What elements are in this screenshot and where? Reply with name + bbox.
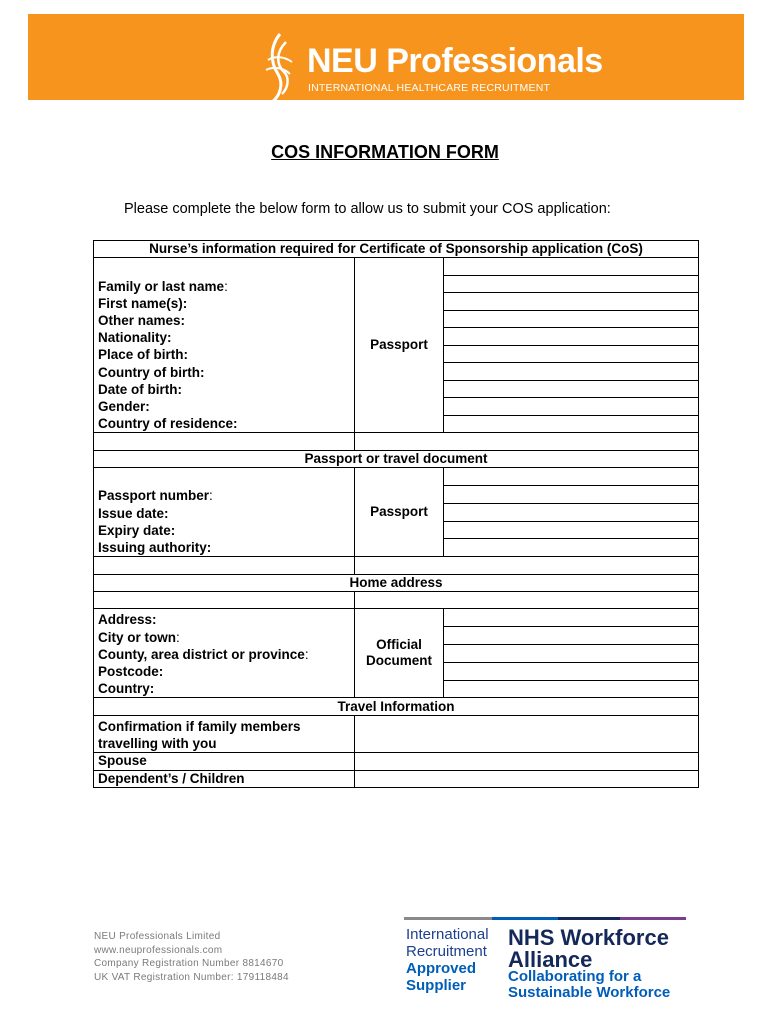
input-address[interactable]: [444, 609, 699, 627]
passport-document-cell: Passport: [355, 468, 444, 557]
logo-bar-purple: [620, 917, 686, 920]
input-family-confirmation[interactable]: [355, 715, 699, 752]
input-country-of-birth[interactable]: [444, 363, 699, 381]
footer-registration: Company Registration Number 8814670: [94, 958, 284, 969]
brand-name: NEU Professionals: [307, 42, 603, 80]
section-heading-passport: Passport or travel document: [94, 450, 699, 467]
input-city[interactable]: [444, 627, 699, 645]
workforce-alliance-subtitle: [508, 969, 670, 1001]
passport-labels: Passport number: Issue date: Expiry date: Issuing authority:: [94, 468, 355, 557]
label-spouse: Spouse: [94, 753, 355, 770]
input-gender[interactable]: [444, 398, 699, 416]
input-dependents[interactable]: [355, 770, 699, 787]
input-other-names[interactable]: [444, 310, 699, 328]
intro-text: Please complete the below form to allow us to submit your COS application:: [124, 201, 611, 217]
label-country-of-birth: Country of birth:: [98, 364, 205, 380]
logo-sub-2: Sustainable Workforce: [508, 984, 671, 1001]
logo-bar-grey: [404, 917, 492, 920]
logo-line-2: Recruitment: [406, 943, 487, 960]
header-banner: [28, 14, 744, 100]
input-country-of-residence[interactable]: [444, 415, 699, 433]
label-postcode: Postcode:: [98, 664, 164, 679]
input-place-of-birth[interactable]: [444, 345, 699, 363]
label-first-names: First name(s):: [98, 295, 188, 311]
cos-form-table: [93, 240, 699, 788]
neu-logo-icon: [262, 32, 296, 104]
label-country: Country:: [98, 681, 155, 697]
label-family-confirmation: Confirmation if family members: [98, 718, 301, 734]
personal-labels: Family or last name: First name(s): Other names: Nationality: Place of birth: Country of birth: Date of birth: Gender: Country of residence:: [94, 258, 355, 433]
label-address: Address:: [98, 612, 157, 628]
footer-company: NEU Professionals Limited: [94, 931, 221, 942]
section-heading-travel: Travel Information: [94, 698, 699, 715]
label-nationality: Nationality:: [98, 330, 172, 346]
workforce-alliance-title: [508, 927, 669, 971]
spacer-cell: [94, 557, 355, 574]
travel-family-label: [94, 715, 355, 752]
label-city: City or town: [98, 629, 176, 645]
input-family-name[interactable]: [444, 275, 699, 293]
input-country[interactable]: [444, 680, 699, 698]
input-issuing-authority[interactable]: [444, 539, 699, 557]
footer-website: www.neuprofessionals.com: [94, 944, 223, 956]
logo-bar-blue: [492, 917, 558, 920]
label-expiry-date: Expiry date:: [98, 522, 176, 538]
spacer-cell: [355, 592, 699, 609]
input-expiry-date[interactable]: [444, 521, 699, 539]
approved-supplier-text: [406, 926, 489, 994]
label-place-of-birth: Place of birth:: [98, 347, 189, 363]
label-county: County, area district or province: [98, 646, 305, 662]
label-issue-date: Issue date:: [98, 505, 169, 521]
address-labels: Address: City or town: County, area district or province: Postcode: Country:: [94, 609, 355, 698]
nhs-workforce-alliance-logo: [404, 917, 686, 1007]
input-nationality[interactable]: [444, 328, 699, 346]
page-title: COS INFORMATION FORM: [271, 142, 499, 162]
spacer-cell: [355, 433, 699, 450]
address-document-line2: Document: [365, 653, 432, 669]
input-passport-0[interactable]: [444, 468, 699, 486]
spacer-cell: [355, 557, 699, 574]
logo-title-1: NHS Workforce: [508, 925, 669, 950]
footer-company-info: [94, 930, 289, 984]
logo-bar-navy: [558, 917, 620, 920]
label-family-name: Family or last name: [98, 278, 225, 294]
address-document-line1: Official: [376, 637, 422, 653]
label-family-confirmation-2: travelling with you: [98, 736, 217, 751]
input-passport-number[interactable]: [444, 486, 699, 504]
brand-tagline: INTERNATIONAL HEALTHCARE RECRUITMENT: [308, 82, 551, 94]
label-other-names: Other names:: [98, 313, 186, 328]
input-issue-date[interactable]: [444, 503, 699, 521]
input-county[interactable]: [444, 644, 699, 662]
section-heading-home-address: Home address: [94, 574, 699, 591]
label-gender: Gender:: [98, 399, 150, 415]
label-passport-number: Passport number: [98, 488, 210, 504]
input-postcode[interactable]: [444, 662, 699, 680]
label-country-of-residence: Country of residence:: [98, 416, 238, 432]
input-spouse[interactable]: [355, 753, 699, 770]
logo-sub-1: Collaborating for a: [508, 968, 642, 985]
logo-line-1: International: [406, 926, 489, 943]
form-heading: Nurse’s information required for Certificate of Sponsorship application (CoS): [94, 241, 699, 258]
spacer-cell: [94, 592, 355, 609]
label-date-of-birth: Date of birth:: [98, 381, 182, 397]
address-document-cell: [355, 609, 444, 698]
input-date-of-birth[interactable]: [444, 380, 699, 398]
personal-document-cell: Passport: [355, 258, 444, 433]
input-first-names[interactable]: [444, 293, 699, 311]
label-issuing-authority: Issuing authority:: [98, 540, 212, 556]
spacer-cell: [94, 433, 355, 450]
input-personal-0[interactable]: [444, 258, 699, 276]
logo-line-3: Approved: [406, 960, 477, 977]
logo-title-2: Alliance: [508, 947, 593, 972]
footer-vat: UK VAT Registration Number: 179118484: [94, 971, 289, 983]
logo-line-4: Supplier: [406, 977, 467, 994]
label-dependents: Dependent’s / Children: [94, 770, 355, 787]
